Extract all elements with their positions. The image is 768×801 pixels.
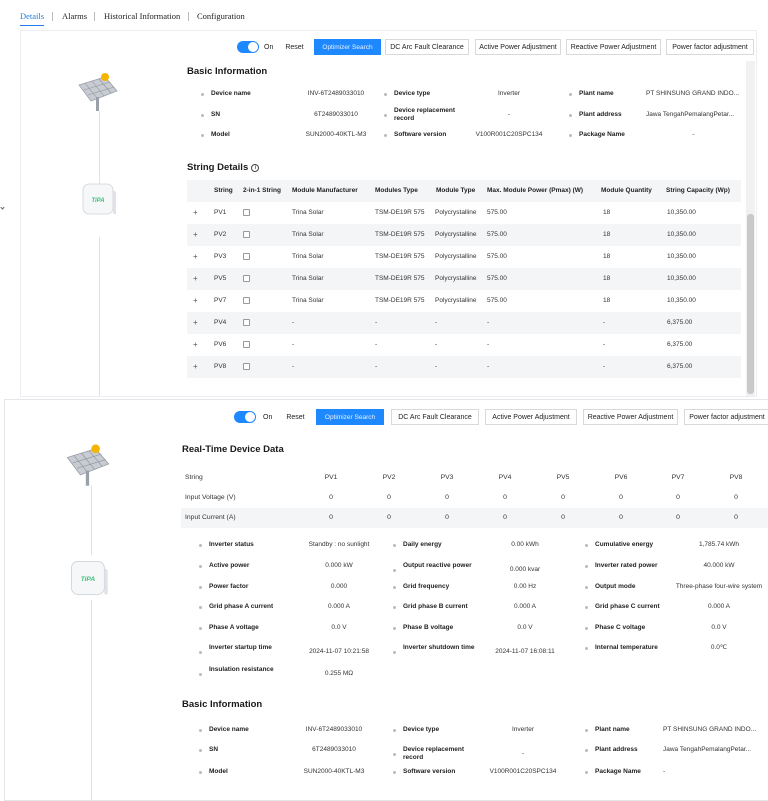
device-details-panel-top: TiPA On Reset Optimizer Search DC Arc Fault Clearance Active Power Adjustment Reactive Power Adjustment Power factor adjustment Basic Information Device name INV-6T2489033010 Device type Inverter Plant name PT SHINSUNG GRAND INDO... SN 6T2489033010 Device replacement record - Plant address Jawa TengahPemalangPetar... Model SUN2000-40KTL-M3 Software version V100R001C20SPC134 Package Name - String Details i String 2-in-1 String Module Manufacturer Modules Type Module Type Max. Module Power (Pmax) (W) Module Quantity String Capacity (Wp) + PV1 Trina Solar TSM-DE19R 575 Polycrystalline 575.00 18 10,350.00 + PV2 Trina Solar TSM-DE19R 575 Polycrystalline 575.00 18 10,350.00 + PV3 Trina Solar TSM-DE19R 575 Polycrystalline 575.00 18 10,350.00 + PV5 Trina Solar TSM-DE19R 575 Polycrystalline 575.00 18 10,350.00 + PV7 Trina Solar TSM-DE19R 575 Polycrystalline 575.00 18 10,350.00 + PV4 - - - - - 6,375.00 + PV6 - - - - - 6,375.00 + PV8 - - - - - 6,375.00 [20,30,757,397]
bullet-dot [199,771,202,774]
scrollbar-thumb[interactable] [747,214,754,394]
field-value: 0.00 kWh [511,541,539,548]
cell-string: PV3 [214,253,227,260]
cell-module-type: - [435,319,438,326]
bullet-dot [585,606,588,609]
field-label: Plant address [595,746,638,753]
cell-qty: 18 [603,297,611,304]
bullet-dot [393,771,396,774]
tab-separator [94,12,95,21]
cell-string: PV4 [214,319,227,326]
bullet-dot [199,673,202,676]
bullet-dot [585,565,588,568]
field-value: 0.000 A [327,603,351,610]
cell-value: 0 [329,514,333,521]
solar-panel-icon [63,440,113,488]
field-label: Inverter startup time [209,644,272,651]
string-header-pv5: PV5 [556,474,570,481]
collapse-chevron-icon[interactable] [0,205,4,209]
field-value: 0.000 kvar [509,566,541,573]
cell-module-type: - [435,363,438,370]
cell-value: 0 [619,514,623,521]
cell-string: PV2 [214,231,227,238]
field-value: 0.000 [330,583,348,590]
string-header-pv3: PV3 [440,474,454,481]
tab-configuration[interactable]: Configuration [197,11,245,21]
field-value: SUN2000-40KTL-M3 [303,768,365,775]
two-in-one-checkbox[interactable] [243,341,250,348]
device-details-panel-bottom [4,399,768,801]
cell-capacity: 10,350.00 [667,209,696,216]
solar-panel-icon [75,69,121,113]
cell-value: 0 [445,514,449,521]
cell-modules-type: TSM-DE19R 575 [375,231,425,238]
bullet-dot [199,565,202,568]
cell-manufacturer: Trina Solar [292,297,324,304]
string-details-title: String Details i [187,162,259,173]
field-value: Standby : no sunlight [308,541,370,548]
field-label: Grid phase B current [403,603,468,610]
cell-manufacturer: Trina Solar [292,275,324,282]
optimizer-search-button[interactable]: Optimizer Search [316,409,384,425]
cell-capacity: 6,375.00 [667,319,693,326]
cell-modules-type: TSM-DE19R 575 [375,253,425,260]
bullet-dot [393,586,396,589]
cell-manufacturer: Trina Solar [292,253,324,260]
field-label: Inverter rated power [595,562,658,569]
cell-pmax: - [487,319,490,326]
bullet-dot [199,651,202,654]
expand-row-icon[interactable]: + [193,208,198,217]
table-row [187,290,741,312]
basic-information-title: Basic Information [187,66,268,77]
tab-details[interactable]: Details [20,11,45,21]
dc-arc-fault-clearance-button[interactable]: DC Arc Fault Clearance [385,39,469,55]
tab-separator [52,12,53,21]
cell-value: 0 [561,514,565,521]
cell-string: PV8 [214,363,227,370]
two-in-one-checkbox[interactable] [243,297,250,304]
bullet-dot [585,647,588,650]
string-header-pv1: PV1 [324,474,338,481]
bullet-dot [199,729,202,732]
field-value: 0.000 kW [325,562,353,569]
cell-value: 0 [445,494,449,501]
toggle-label: On [264,44,274,51]
cell-string: PV5 [214,275,227,282]
cell-value: 0 [387,494,391,501]
cell-value: 0 [387,514,391,521]
bullet-dot [199,627,202,630]
cell-module-type: - [435,341,438,348]
field-value: 2024-11-07 16:08:11 [495,648,555,655]
cell-value: 0 [503,514,507,521]
row-label: Input Current (A) [185,514,236,521]
cell-string: PV7 [214,297,227,304]
field-label: Output reactive power [403,562,472,569]
two-in-one-checkbox[interactable] [243,319,250,326]
string-header-pv4: PV4 [498,474,512,481]
cell-value: 0 [619,494,623,501]
bullet-dot [199,749,202,752]
two-in-one-checkbox[interactable] [243,275,250,282]
cell-value: 0 [329,494,333,501]
cell-capacity: 10,350.00 [667,275,696,282]
two-in-one-checkbox[interactable] [243,209,250,216]
cell-module-type: Polycrystalline [435,209,477,216]
cell-module-type: Polycrystalline [435,231,477,238]
cell-capacity: 6,375.00 [667,363,693,370]
field-label: Phase A voltage [209,624,259,631]
expand-row-icon[interactable]: + [193,318,198,327]
field-value: 40.000 kW [703,562,735,569]
field-value: 2024-11-07 10:21:58 [309,648,369,655]
cell-qty: - [603,341,606,348]
expand-row-icon[interactable]: + [193,362,198,371]
dc-arc-fault-clearance-button[interactable]: DC Arc Fault Clearance [391,409,479,425]
field-value: 0.0 V [517,624,533,631]
two-in-one-checkbox[interactable] [243,363,250,370]
cell-module-type: Polycrystalline [435,253,477,260]
field-value: - [521,750,525,757]
field-value: 0.00 Hz [513,583,537,590]
cell-pmax: 575.00 [487,231,507,238]
field-label: Internal temperature [595,644,658,651]
bullet-dot [199,586,202,589]
cell-qty: 18 [603,253,611,260]
cell-capacity: 6,375.00 [667,341,693,348]
field-value: V100R001C20SPC134 [489,768,557,775]
cell-modules-type: TSM-DE19R 575 [375,275,425,282]
bullet-dot [393,569,396,572]
bullet-dot [585,749,588,752]
cell-manufacturer: Trina Solar [292,209,324,216]
field-label: Grid phase A current [209,603,274,610]
cell-modules-type: - [375,319,378,326]
power-factor-adjustment-button[interactable]: Power factor adjustment [684,409,768,425]
field-label: Phase B voltage [403,624,454,631]
inverter-icon [79,181,119,219]
bullet-dot [585,627,588,630]
cell-qty: - [603,319,606,326]
expand-row-icon[interactable]: + [193,340,198,349]
bullet-dot [393,544,396,547]
field-label: Grid frequency [403,583,450,590]
info-icon[interactable]: i [251,164,259,172]
cell-pmax: 575.00 [487,297,507,304]
cell-value: 0 [676,494,680,501]
cell-qty: 18 [603,209,611,216]
field-label: Power factor [209,583,249,590]
string-table-header: String 2-in-1 String Module Manufacturer Modules Type Module Type Max. Module Power (Pmax) (W) Module Quantity String Capacity (Wp) [187,180,741,202]
field-value: 0.255 MΩ [324,670,354,677]
field-value: - [663,768,666,775]
inverter-icon [67,558,111,600]
field-label: Device replacement record [403,746,465,761]
active-power-adjustment-button[interactable]: Active Power Adjustment [485,409,577,425]
reactive-power-adjustment-button[interactable]: Reactive Power Adjustment [566,39,661,55]
cell-pmax: - [487,363,490,370]
field-label: Output mode [595,583,636,590]
bullet-dot [393,651,396,654]
real-time-device-data-title: Real-Time Device Data [182,444,284,455]
string-header-pv7: PV7 [671,474,685,481]
bullet-dot [199,544,202,547]
expand-row-icon[interactable]: + [193,252,198,261]
cell-pmax: 575.00 [487,209,507,216]
cell-manufacturer: - [292,319,295,326]
field-label: SN [209,746,219,753]
bullet-dot [199,606,202,609]
cell-modules-type: - [375,363,378,370]
string-header-pv6: PV6 [614,474,628,481]
field-label: Cumulative energy [595,541,654,548]
field-value: Jawa TengahPemalangPetar... [663,746,752,753]
expand-row-icon[interactable]: + [193,274,198,283]
table-row [187,356,741,378]
table-row [181,508,768,528]
optimizer-search-button[interactable]: Optimizer Search [314,39,381,55]
string-header-pv2: PV2 [382,474,396,481]
bullet-dot [585,771,588,774]
cell-string: PV1 [214,209,227,216]
two-in-one-checkbox[interactable] [243,231,250,238]
cell-modules-type: TSM-DE19R 575 [375,209,425,216]
field-value: 0.0℃ [710,644,728,651]
table-row [181,488,768,508]
cell-qty: 18 [603,231,611,238]
expand-row-icon[interactable]: + [193,230,198,239]
tab-alarms[interactable]: Alarms [62,11,88,21]
bullet-dot [585,586,588,589]
field-value: 0.0 V [711,624,727,631]
cell-capacity: 10,350.00 [667,253,696,260]
expand-row-icon[interactable]: + [193,296,198,305]
cell-string: PV6 [214,341,227,348]
field-label: Phase C voltage [595,624,646,631]
cell-manufacturer: Trina Solar [292,231,324,238]
cell-qty: 18 [603,275,611,282]
cell-value: 0 [503,494,507,501]
tab-historical-information[interactable]: Historical Information [104,11,181,21]
bullet-dot [585,544,588,547]
on-toggle[interactable] [237,41,259,53]
cell-value: 0 [734,514,738,521]
field-label: Insulation resistance [209,666,274,673]
table-row [187,246,741,268]
string-header-pv8: PV8 [729,474,743,481]
field-label: Daily energy [403,541,442,548]
bullet-dot [393,729,396,732]
cell-manufacturer: - [292,341,295,348]
table-row [187,202,741,224]
device-logo-text: TiPA [80,576,96,584]
field-label: Device type [403,726,440,733]
cell-module-type: Polycrystalline [435,297,477,304]
bullet-dot [393,753,396,756]
tab-separator [188,12,189,21]
row-label: Input Voltage (V) [185,494,236,501]
bullet-dot [393,606,396,609]
field-label: Package Name [595,768,641,775]
active-power-adjustment-button[interactable]: Active Power Adjustment [475,39,561,55]
cell-capacity: 10,350.00 [667,231,696,238]
table-row [187,224,741,246]
cell-pmax: 575.00 [487,275,507,282]
topology-connector [91,600,92,801]
cell-pmax: 575.00 [487,253,507,260]
field-value: PT SHINSUNG GRAND INDO... [663,726,757,733]
cell-value: 0 [676,514,680,521]
field-label: Software version [403,768,456,775]
cell-manufacturer: - [292,363,295,370]
table-row [187,312,741,334]
field-value: 1,785.74 kWh [698,541,740,548]
field-label: Inverter shutdown time [403,644,475,651]
table-row [187,334,741,356]
cell-modules-type: TSM-DE19R 575 [375,297,425,304]
cell-modules-type: - [375,341,378,348]
field-value: INV-6T2489033010 [305,726,363,733]
field-value: 6T2489033010 [312,746,356,753]
topology-connector [91,485,92,555]
field-label: Active power [209,562,250,569]
field-value: 0.000 A [513,603,537,610]
cell-value: 0 [561,494,565,501]
field-value: Three-phase four-wire system [675,583,763,590]
field-label: Grid phase C current [595,603,660,610]
two-in-one-checkbox[interactable] [243,253,250,260]
field-label: Model [209,768,228,775]
active-tab-underline [20,25,44,26]
field-value: 0.000 A [707,603,731,610]
string-column-header: String [185,474,203,481]
basic-information-title: Basic Information [182,699,263,710]
on-toggle[interactable] [234,411,256,423]
reactive-power-adjustment-button[interactable]: Reactive Power Adjustment [583,409,678,425]
field-value: 0.0 V [331,624,347,631]
toggle-label: On [263,414,273,421]
field-label: Plant name [595,726,630,733]
cell-value: 0 [734,494,738,501]
field-label: Inverter status [209,541,254,548]
cell-qty: - [603,363,606,370]
device-logo-text: TiPA [91,198,105,204]
reset-button[interactable]: Reset [279,39,310,55]
reset-button[interactable]: Reset [280,409,311,425]
field-label: Device name [209,726,249,733]
power-factor-adjustment-button[interactable]: Power factor adjustment [666,39,754,55]
top-tab-bar [0,0,768,30]
field-value: Inverter [511,726,535,733]
cell-capacity: 10,350.00 [667,297,696,304]
bullet-dot [585,729,588,732]
table-row [187,268,741,290]
real-time-table-header [181,468,768,488]
topology-connector [99,237,100,397]
cell-pmax: - [487,341,490,348]
bullet-dot [393,627,396,630]
cell-module-type: Polycrystalline [435,275,477,282]
